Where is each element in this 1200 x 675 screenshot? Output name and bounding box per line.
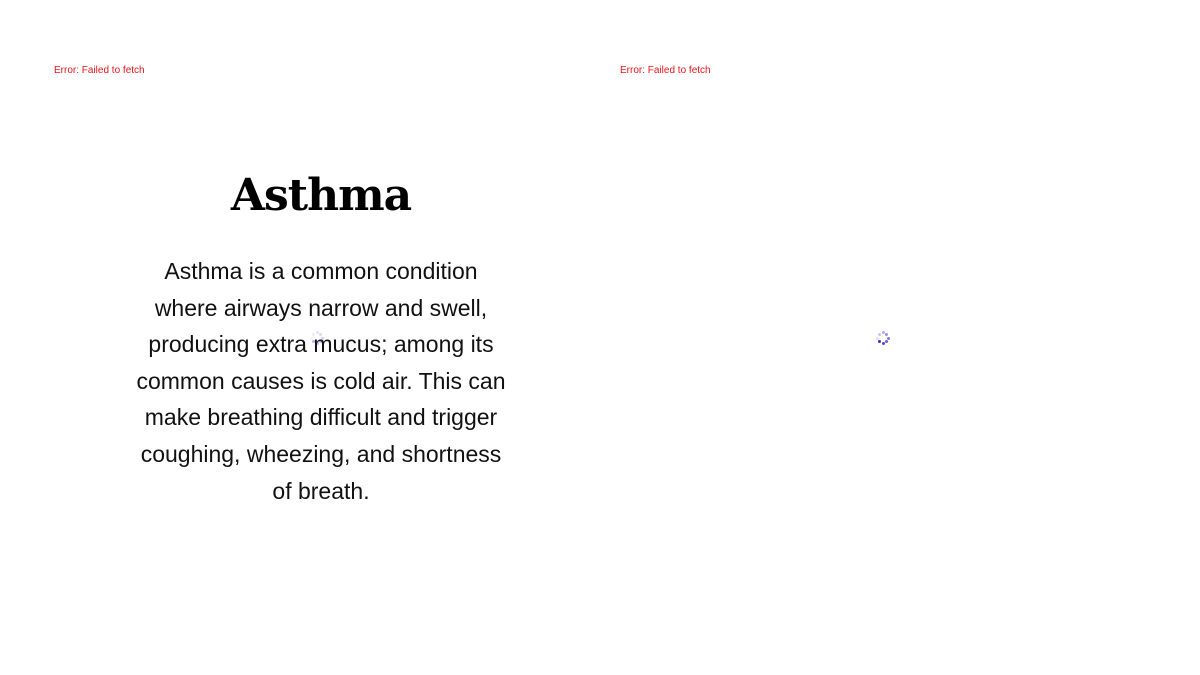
- spinner-dot: [885, 333, 888, 336]
- error-message: Error: Failed to fetch: [54, 65, 145, 76]
- spinner-dot: [885, 340, 888, 343]
- loading-spinner-icon: [876, 331, 890, 345]
- spinner-dot: [878, 333, 881, 336]
- spinner-dot: [319, 333, 322, 336]
- right-panel: [566, 0, 1166, 675]
- spinner-dot: [312, 340, 315, 343]
- spinner-dot: [882, 331, 885, 334]
- spinner-dot: [319, 340, 322, 343]
- spinner-dot: [312, 333, 315, 336]
- spinner-dot: [316, 342, 319, 345]
- error-message: Error: Failed to fetch: [620, 65, 711, 76]
- article-body: Asthma is a common condition where airways narrow and swell, producing extra mucus; among its common causes is cold air. This can make breathing difficult and trigger coughing, wheezing, and shortness of breath.: [136, 258, 506, 504]
- spinner-dot: [887, 337, 890, 340]
- spinner-dot: [310, 337, 313, 340]
- loading-spinner-icon: [310, 331, 324, 345]
- article-title: Asthma: [230, 170, 412, 221]
- spinner-dot: [882, 342, 885, 345]
- spinner-dot: [878, 340, 881, 343]
- spinner-dot: [321, 337, 324, 340]
- spinner-dot: [316, 331, 319, 334]
- spinner-dot: [876, 337, 879, 340]
